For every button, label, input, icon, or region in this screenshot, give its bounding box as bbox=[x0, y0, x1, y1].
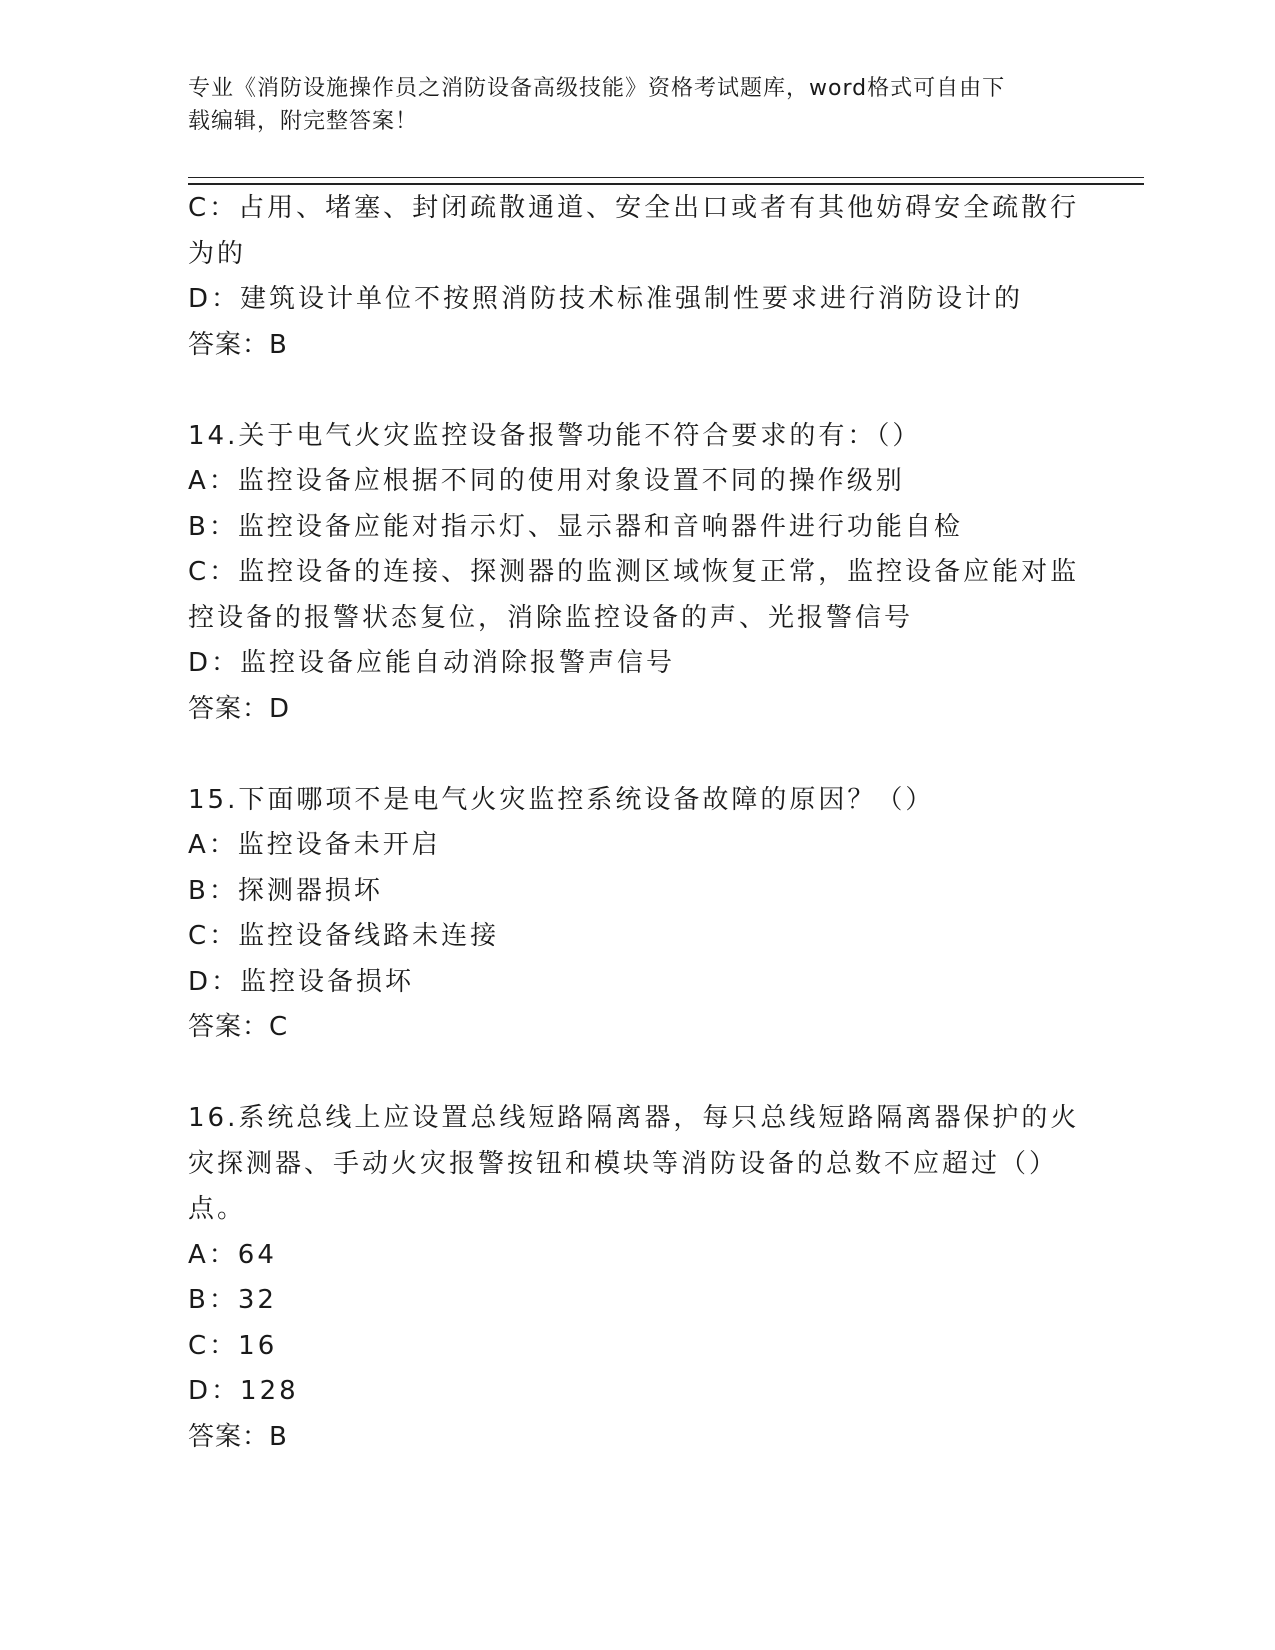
option-c: C：16 bbox=[188, 1330, 278, 1361]
option-c-line-1: C：占用、堵塞、封闭疏散通道、安全出口或者有其他妨碍安全疏散行 bbox=[188, 193, 1080, 223]
question-stem: 14.关于电气火灾监控设备报警功能不符合要求的有：（） bbox=[188, 420, 922, 451]
header-line-1: 专业《消防设施操作员之消防设备高级技能》资格考试题库，word格式可自由下 bbox=[188, 76, 1006, 101]
option-b: B：监控设备应能对指示灯、显示器和音响器件进行功能自检 bbox=[188, 511, 963, 542]
option-d: D：监控设备应能自动消除报警声信号 bbox=[188, 648, 676, 678]
option-d: D：128 bbox=[188, 1376, 299, 1406]
option-a: A：监控设备应根据不同的使用对象设置不同的操作级别 bbox=[188, 466, 905, 496]
option-c-line-2: 控设备的报警状态复位，消除监控设备的声、光报警信号 bbox=[188, 602, 914, 633]
option-a: A：64 bbox=[188, 1239, 277, 1270]
option-c-line-2: 为的 bbox=[188, 238, 247, 269]
header-line-2: 载编辑，附完整答案！ bbox=[188, 109, 419, 134]
answer: 答案：B bbox=[188, 329, 288, 360]
header-divider bbox=[188, 177, 1144, 185]
option-c-line-1: C：监控设备的连接、探测器的监测区域恢复正常，监控设备应能对监 bbox=[188, 557, 1080, 587]
question-list bbox=[188, 186, 1078, 1460]
question-stem-line-2: 灾探测器、手动火灾报警按钮和模块等消防设备的总数不应超过（） bbox=[188, 1148, 1059, 1179]
question-14 bbox=[188, 414, 1078, 733]
answer: 答案：B bbox=[188, 1421, 288, 1452]
option-b: B：32 bbox=[188, 1285, 277, 1315]
question-stem-line-3: 点。 bbox=[188, 1194, 247, 1224]
option-c: C：监控设备线路未连接 bbox=[188, 921, 500, 951]
option-a: A：监控设备未开启 bbox=[188, 830, 441, 860]
question-13-continued bbox=[188, 186, 1078, 368]
question-stem: 15.下面哪项不是电气火灾监控系统设备故障的原因？（） bbox=[188, 784, 935, 815]
question-15 bbox=[188, 778, 1078, 1051]
option-b: B：探测器损坏 bbox=[188, 875, 383, 906]
answer: 答案：C bbox=[188, 1012, 289, 1042]
document-header bbox=[188, 72, 1088, 138]
question-stem-line-1: 16.系统总线上应设置总线短路隔离器，每只总线短路隔离器保护的火 bbox=[188, 1103, 1080, 1133]
option-d: D：监控设备损坏 bbox=[188, 966, 415, 997]
question-16 bbox=[188, 1096, 1078, 1460]
option-d: D：建筑设计单位不按照消防技术标准强制性要求进行消防设计的 bbox=[188, 284, 1024, 314]
answer: 答案：D bbox=[188, 693, 291, 724]
